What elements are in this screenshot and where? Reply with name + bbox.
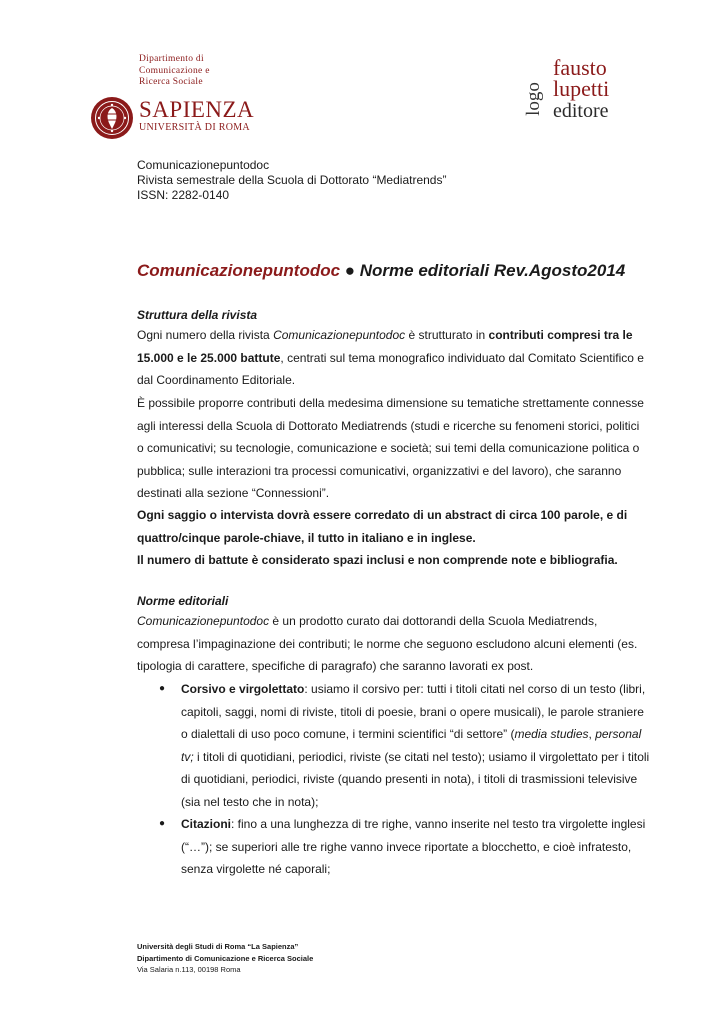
- department-line: Dipartimento di: [139, 54, 204, 64]
- publisher-logo-word: [522, 66, 549, 122]
- section-heading-norms: Norme editoriali: [137, 594, 229, 608]
- journal-description: Rivista semestrale della Scuola di Dottorato “Mediatrends”: [137, 173, 447, 187]
- norms-list: [137, 678, 652, 881]
- text-run: ,: [588, 727, 596, 741]
- footer-line: Università degli Studi di Roma “La Sapienza”: [137, 942, 299, 951]
- structure-paragraph-4: Il numero di battute è considerato spazi inclusi e non comprende note e bibliografia.: [137, 553, 618, 567]
- text-run: i titoli di quotidiani, periodici, riviste (se citati nel testo); usiamo il virgolettato per i titoli di quotidiani, periodici, riviste (quando presenti in nota), i titoli di trasmissioni televisive (sia nel testo che in nota);: [181, 749, 650, 809]
- department-line: Ricerca Sociale: [139, 77, 203, 87]
- italic-term: personal tv;: [181, 727, 642, 764]
- footer-line: Via Salaria n.113, 00198 Roma: [137, 965, 241, 974]
- structure-paragraph-3: Ogni saggio o intervista dovrà essere corredato di un abstract di circa 100 parole, e di quattro/cinque parole-chiave, il tutto in italiano e in inglese.: [137, 508, 628, 545]
- document-title: [137, 261, 625, 281]
- journal-issn: ISSN: 2282-0140: [137, 188, 230, 202]
- list-item-term: Citazioni: [181, 817, 231, 831]
- structure-paragraph-2: È possibile proporre contributi della medesima dimensione su tematiche strettamente connesse agli interessi della Scuola di Dottorato Mediatrends (studi e ricerche su fenomeni storici, politici o comunicativi; su tecnologie, comunicazione e società; sui temi della comunicazione politica o pubblica; sulle interazioni tra processi comunicativi, organizzativi e del lavoro), che saranno destinati alla sezione “Connessioni”.: [137, 396, 644, 500]
- journal-name-italic: Comunicazionepuntodoc: [273, 328, 406, 342]
- footer-line: Dipartimento di Comunicazione e Ricerca Sociale: [137, 953, 314, 963]
- university-name: SAPIENZA: [139, 97, 255, 122]
- list-item: [137, 678, 652, 813]
- bullet-dot-icon: ●: [159, 818, 166, 829]
- journal-name: Comunicazionepuntodoc: [137, 158, 270, 172]
- bullet-dot-icon: ●: [159, 683, 166, 694]
- text-run: Ogni numero della rivista: [137, 328, 274, 342]
- text-run: : usiamo il corsivo per: tutti i titoli citati nel corso di un testo (libri, capitoli, saggi, nomi di riviste, titoli di poesie, brani o opere musicali), le parole straniere o dialettali di uso poco comune, i termini scientifici “di settore” (: [181, 682, 646, 741]
- text-run: è strutturato in: [405, 328, 489, 342]
- italic-term: media studies: [514, 727, 589, 741]
- text-run: , centrati sul tema monografico individuato dal Comitato Scientifico e dal Coordinamento Editoriale.: [137, 350, 644, 387]
- department-line: Comunicazione e: [139, 65, 210, 76]
- footer: [137, 941, 313, 976]
- norms-intro: [137, 610, 647, 678]
- sapienza-seal-icon: [90, 96, 134, 140]
- list-item-term: Corsivo e virgolettato: [181, 682, 305, 696]
- publisher-name-line: editore: [553, 100, 609, 122]
- list-item: [137, 813, 652, 881]
- section-heading-structure: Struttura della rivista: [137, 308, 258, 322]
- text-run: : fino a una lunghezza di tre righe, vanno inserite nel testo tra virgolette inglesi (“…”); se superiori alle tre righe vanno invece riportate a blocchetto, e cioè infratesto, senza virgolette né caporali;: [181, 817, 646, 876]
- publisher-logo: [522, 55, 631, 126]
- publisher-logo-word-text: logo: [522, 82, 544, 116]
- publisher-name-line: fausto: [553, 55, 607, 80]
- text-run: è un prodotto curato dai dottorandi della Scuola Mediatrends, compresa l’impaginazione dei contributi; le norme che seguono escludono alcuni elementi (es. tipologia di carattere, specifiche di paragrafo) che saranno lavorati ex post.: [137, 614, 638, 673]
- word-count-bold: contributi compresi tra le 15.000 e le 25.000 battute: [137, 328, 633, 365]
- department-name: [139, 54, 210, 89]
- university-subtitle: UNIVERSITÀ DI ROMA: [139, 122, 250, 133]
- structure-paragraph-1: [137, 324, 647, 392]
- journal-name-italic: Comunicazionepuntodoc: [137, 614, 270, 628]
- document-title-accent: Comunicazionepuntodoc: [137, 261, 341, 280]
- publisher-name-line: lupetti: [553, 76, 610, 101]
- journal-info: [137, 158, 446, 203]
- document-title-rest: ● Norme editoriali Rev.Agosto2014: [340, 261, 626, 280]
